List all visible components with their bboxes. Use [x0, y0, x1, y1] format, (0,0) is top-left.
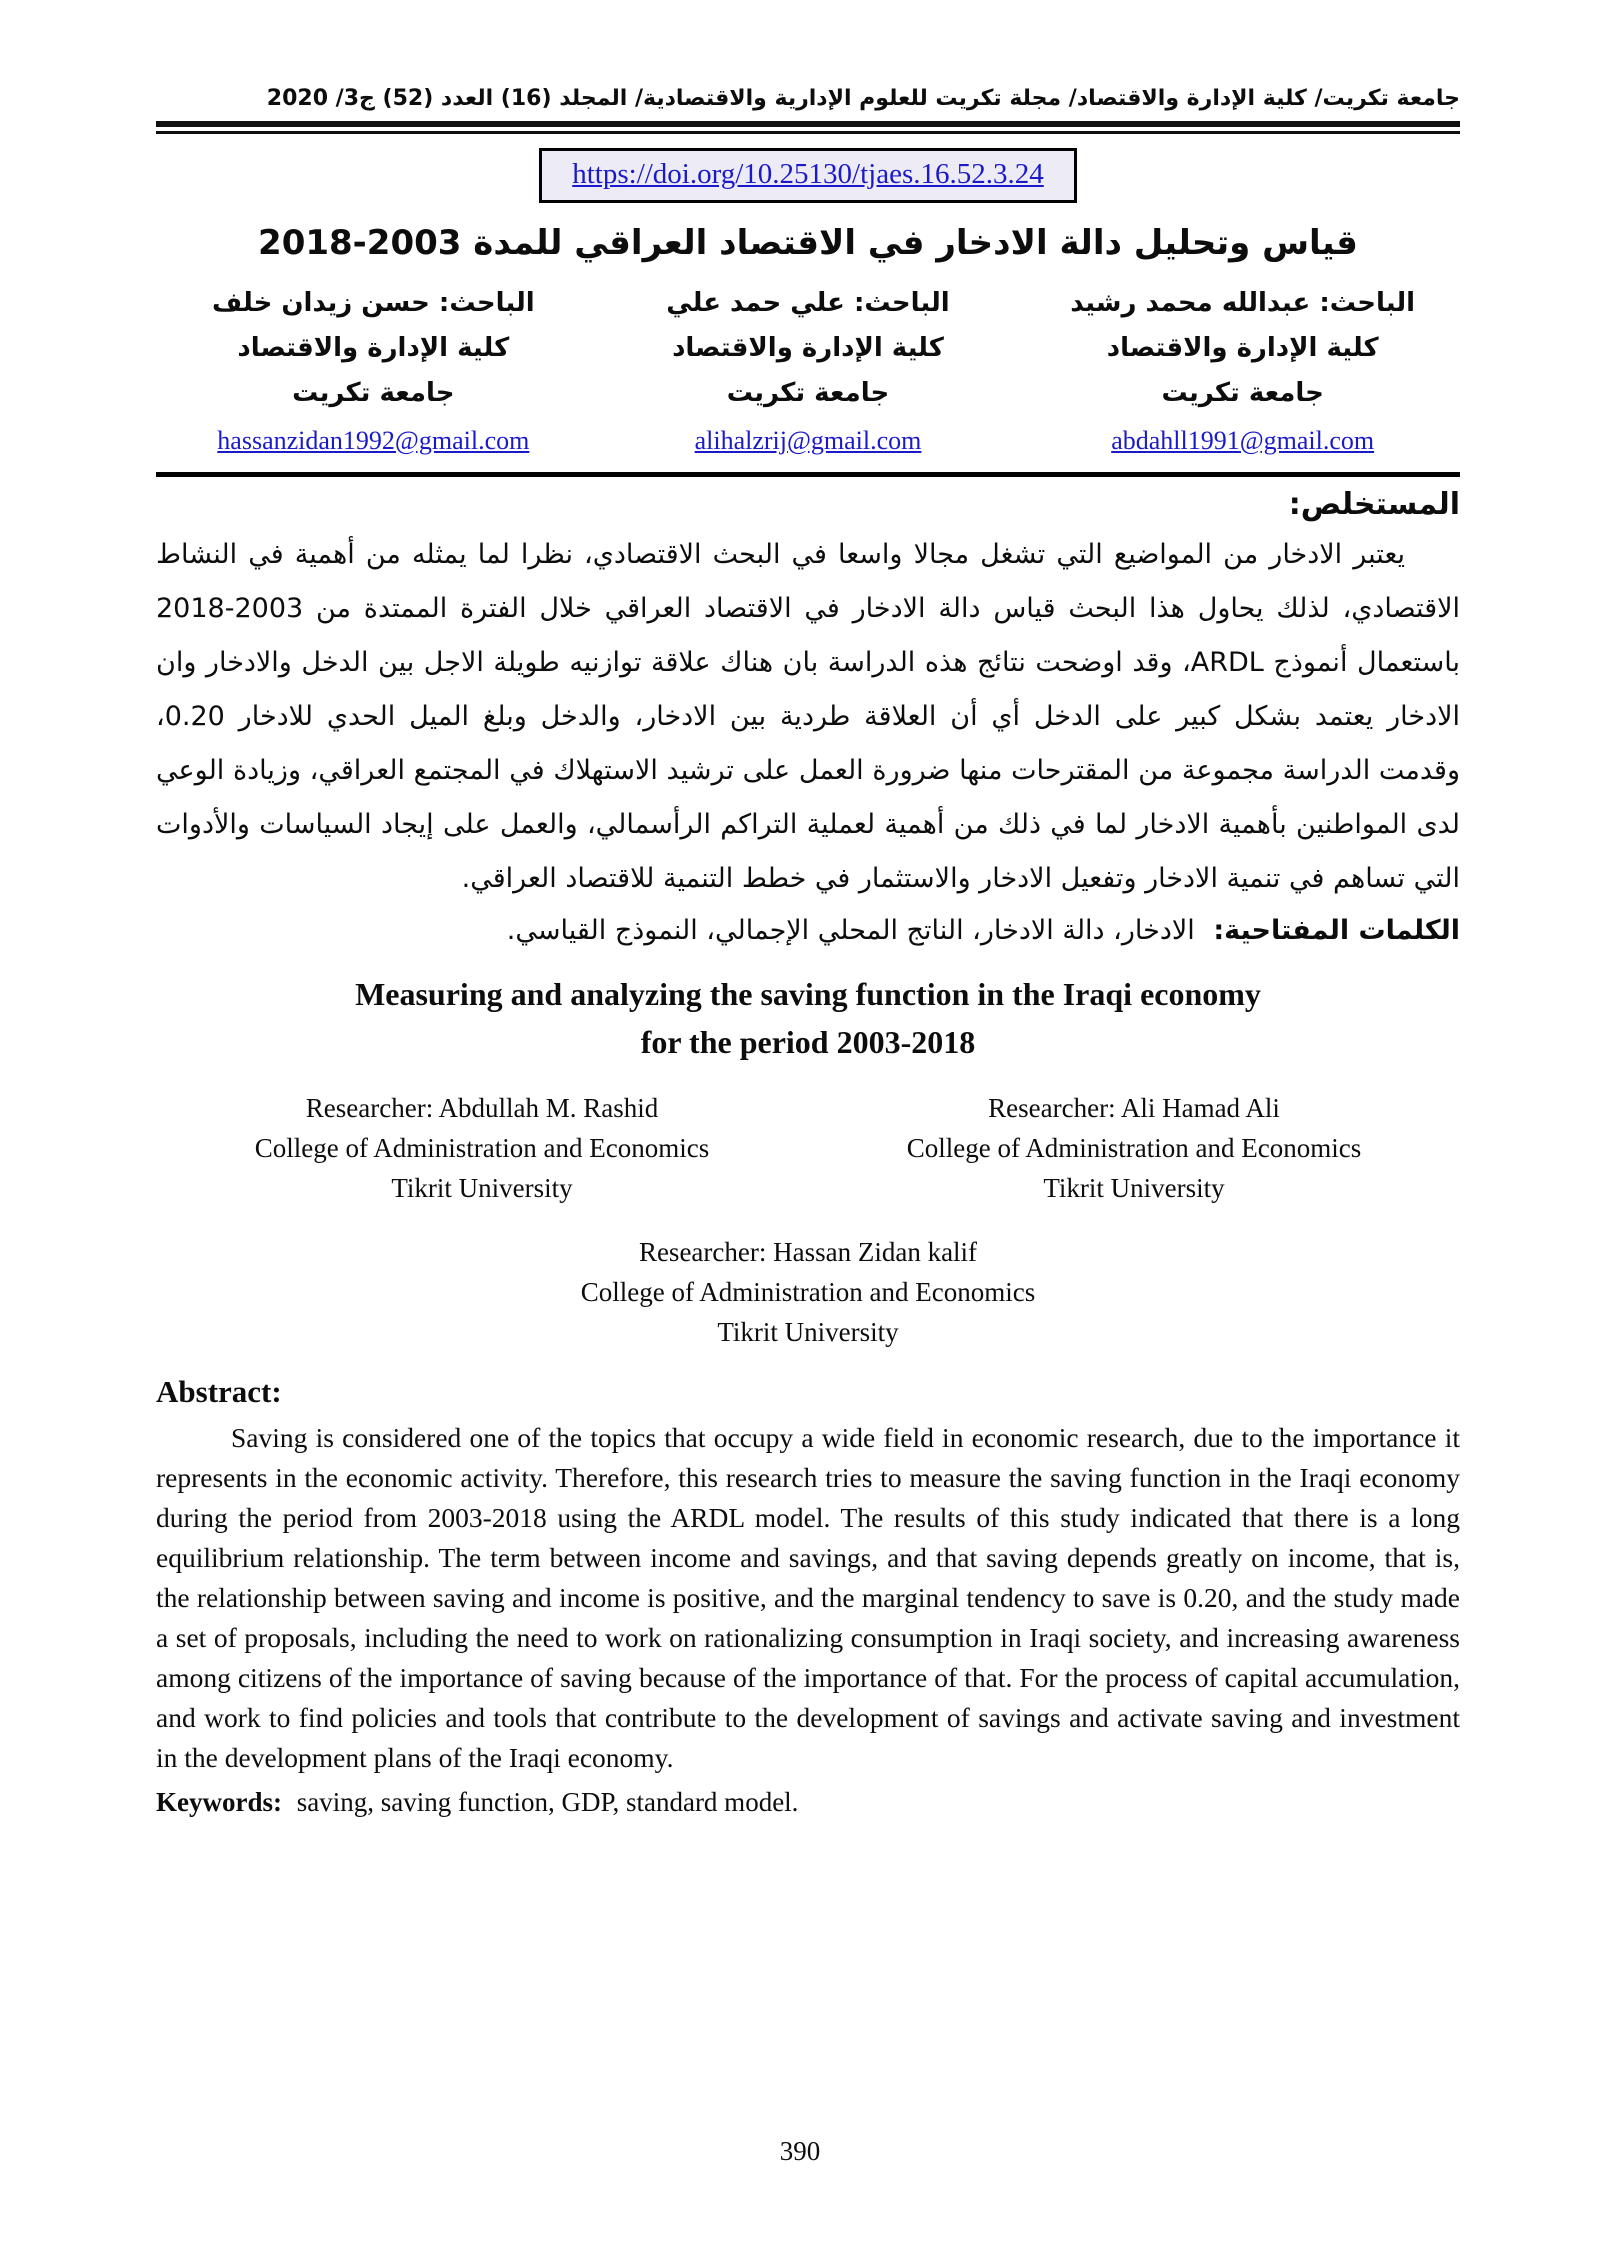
arabic-author-name: الباحث: علي حمد علي — [666, 288, 950, 318]
arabic-author-university: جامعة تكريت — [1161, 378, 1324, 408]
arabic-author-university: جامعة تكريت — [726, 378, 890, 408]
english-abstract-text: Saving is considered one of the topics that occupy a wide field in economic research, due to the importance it represents in the economic activity. Therefore, this research tries to measure the saving function in the Iraqi economy during the period from 2003-2018 using the ARDL model. The results of this study indicated that there is a long equilibrium relationship. The term between income and savings, and that saving depends greatly on income, that is, the relationship between saving and income is positive, and the marginal tendency to save is 0.20, and the study made a set of proposals, including the need to work on rationalizing consumption in Iraqi society, and increasing awareness among citizens of the importance of saving because of the importance of that. For the process of capital accumulation, and work to find policies and tools that contribute to the development of savings and activate saving and investment in the development plans of the Iraqi economy. — [156, 1422, 1460, 1773]
author-email-link[interactable]: abdahll1991@gmail.com — [1111, 426, 1375, 455]
arabic-abstract-heading: المستخلص: — [1288, 487, 1460, 522]
doi-row — [156, 148, 1460, 203]
english-author-university: Tikrit University — [1043, 1173, 1225, 1203]
english-title-line2: for the period 2003-2018 — [640, 1024, 976, 1060]
english-author-college: College of Administration and Economics — [580, 1277, 1036, 1307]
arabic-author-name: الباحث: حسن زيدان خلف — [212, 288, 535, 318]
doi-link[interactable]: https://doi.org/10.25130/tjaes.16.52.3.24 — [572, 158, 1044, 190]
author-email-link[interactable]: alihalzrij@gmail.com — [694, 426, 922, 455]
arabic-author-college: كلية الإدارة والاقتصاد — [1106, 333, 1379, 363]
english-author-name: Researcher: Hassan Zidan kalif — [638, 1237, 978, 1267]
arabic-author-column — [156, 281, 591, 456]
doi-box — [539, 148, 1077, 203]
page-number: 390 — [779, 2136, 821, 2166]
arabic-author-column — [591, 281, 1026, 456]
english-author-university: Tikrit University — [717, 1317, 899, 1347]
english-keywords-label: Keywords: — [156, 1787, 282, 1817]
arabic-author-name: الباحث: عبدالله محمد رشيد — [1070, 288, 1416, 318]
arabic-author-column — [1025, 281, 1460, 456]
header-rule — [156, 121, 1460, 134]
abstract-heading: Abstract: — [156, 1374, 282, 1409]
english-author-center — [156, 1232, 1460, 1352]
english-author-column — [808, 1088, 1460, 1208]
english-author-college: College of Administration and Economics — [906, 1133, 1362, 1163]
english-author-column — [156, 1088, 808, 1208]
english-author-university: Tikrit University — [391, 1173, 573, 1203]
english-authors-row — [156, 1088, 1460, 1208]
arabic-keywords-text: الادخار، دالة الادخار، الناتج المحلي الإجمالي، النموذج القياسي. — [506, 915, 1195, 946]
section-divider — [156, 472, 1460, 477]
author-email-link[interactable]: hassanzidan1992@gmail.com — [217, 426, 530, 455]
arabic-keywords-label: الكلمات المفتاحية: — [1213, 915, 1460, 946]
arabic-keywords — [156, 906, 1460, 956]
journal-header-line: جامعة تكريت/ كلية الإدارة والاقتصاد/ مجلة تكريت للعلوم الإدارية والاقتصادية/ المجلد (16) العدد (52) ج3/ 2020 — [266, 86, 1460, 111]
english-author-name: Researcher: Ali Hamad Ali — [988, 1093, 1280, 1123]
arabic-author-college: كلية الإدارة والاقتصاد — [672, 333, 944, 363]
english-keywords — [156, 1780, 1460, 1824]
arabic-abstract-text: يعتبر الادخار من المواضيع التي تشغل مجالا واسعا في البحث الاقتصادي، نظرا لما يمثله من أهمية في النشاط الاقتصادي، لذلك يحاول هذا البحث قياس دالة الادخار في الاقتصاد العراقي خلال الفترة الممتدة من 2003-2018 باستعمال أنموذج ARDL، وقد اوضحت نتائج هذه الدراسة بان هناك علاقة توازنيه طويلة الاجل بين الدخل والادخار وان الادخار يعتمد بشكل كبير على الدخل أي أن العلاقة طردية بين الادخار، والدخل وبلغ الميل الحدي للادخار 0.20، وقدمت الدراسة مجموعة من المقترحات منها ضرورة العمل على ترشيد الاستهلاك في المجتمع العراقي، وزيادة الوعي لدى المواطنين بأهمية الادخار لما في ذلك من أهمية لعملية التراكم الرأسمالي، والعمل على إيجاد السياسات والأدوات التي تساهم في تنمية الادخار وتفعيل الادخار والاستثمار في خطط التنمية للاقتصاد العراقي. — [156, 539, 1461, 894]
english-author-name: Researcher: Abdullah M. Rashid — [305, 1093, 659, 1123]
english-title-line1: Measuring and analyzing the saving function in the Iraqi economy — [355, 976, 1261, 1012]
arabic-authors-row — [156, 281, 1460, 456]
english-author-college: College of Administration and Economics — [254, 1133, 710, 1163]
arabic-author-university: جامعة تكريت — [292, 378, 455, 408]
arabic-author-college: كلية الإدارة والاقتصاد — [237, 333, 510, 363]
arabic-title: قياس وتحليل دالة الادخار في الاقتصاد العراقي للمدة 2003-2018 — [258, 223, 1358, 263]
english-keywords-text: saving, saving function, GDP, standard model. — [296, 1787, 799, 1817]
